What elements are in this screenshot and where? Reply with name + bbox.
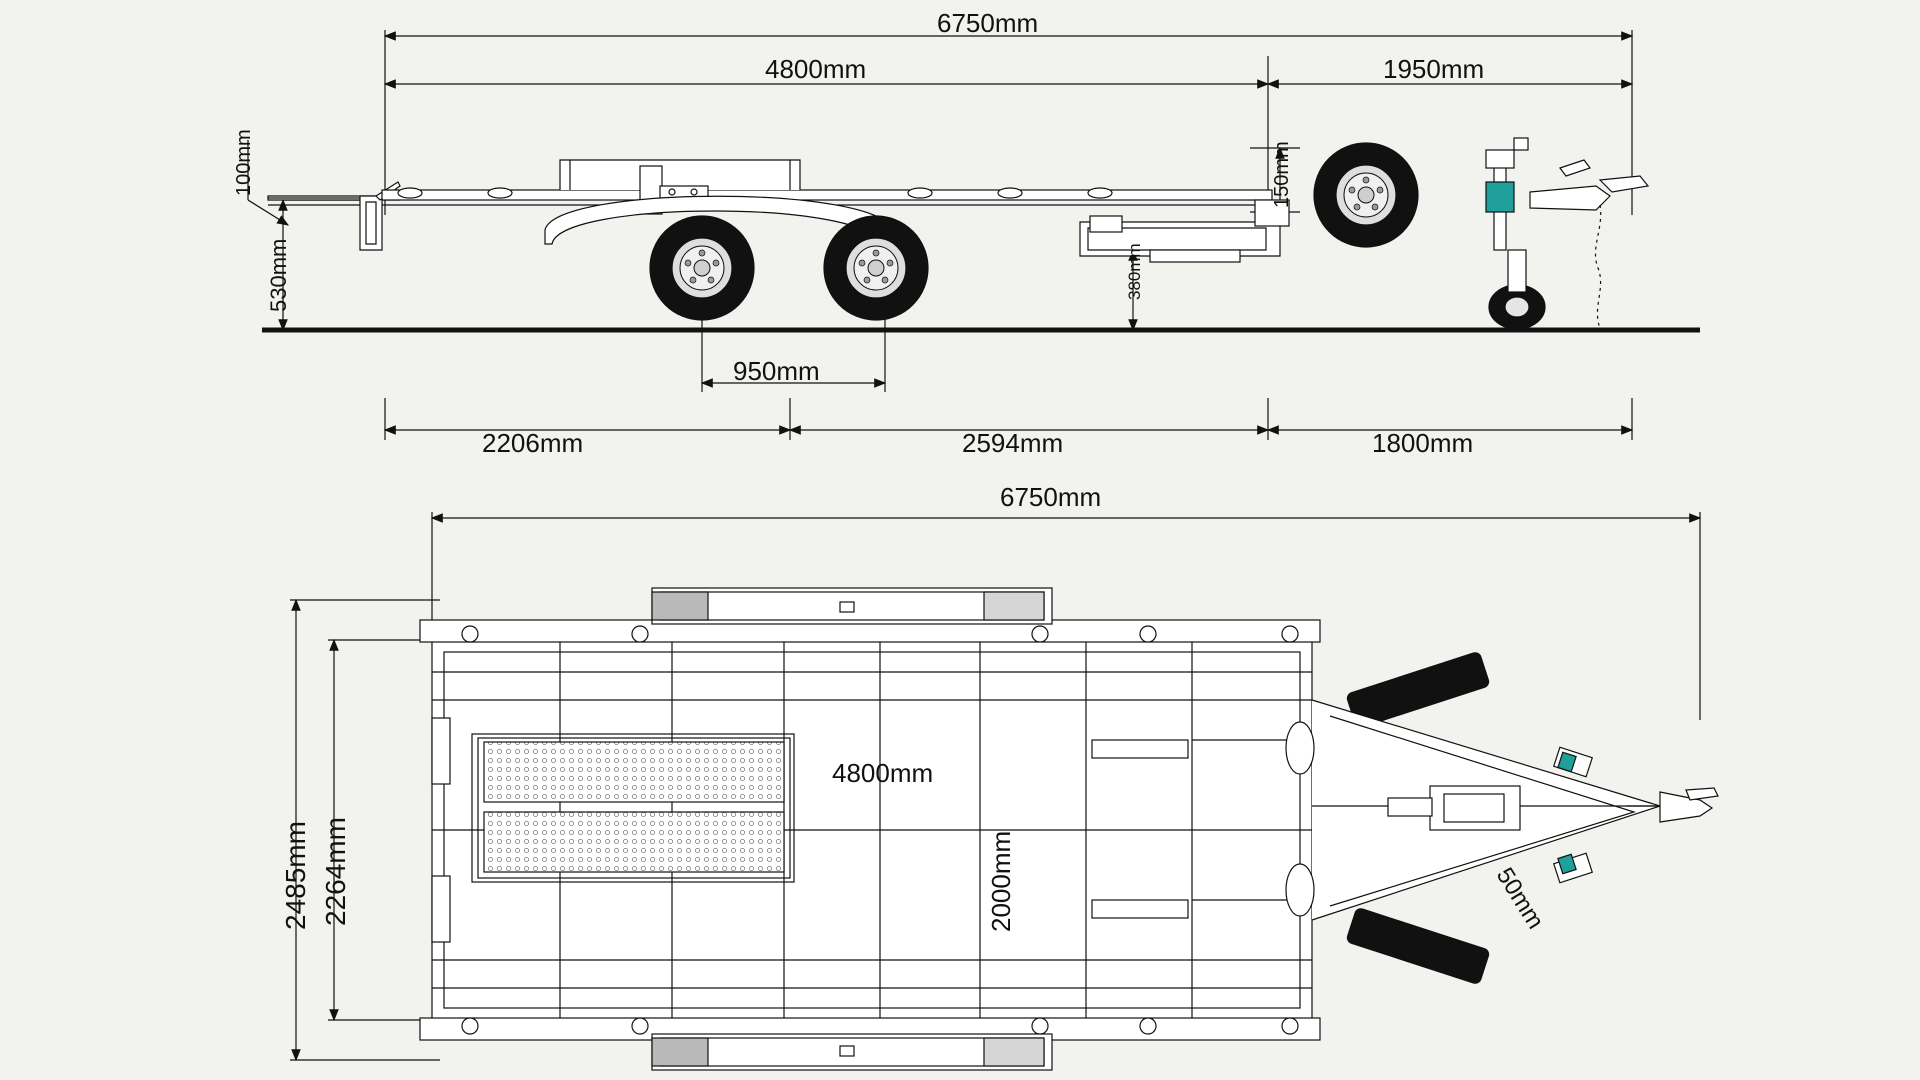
dim-deck-width: 2000mm [986, 830, 1016, 932]
dim-height-530: 530mm [266, 238, 291, 312]
dim-drawbar-offset: 50mm [1490, 862, 1550, 934]
dim-overall-length-side: 6750mm [937, 8, 1039, 38]
dim-front-section: 1800mm [1372, 428, 1474, 458]
dim-axle-to-front: 2594mm [962, 428, 1064, 458]
dim-deck-length-plan: 4800mm [832, 758, 934, 788]
dim-height-100: 100mm [233, 129, 255, 196]
dim-axle-spacing: 950mm [733, 356, 820, 386]
dim-drawbar-length: 1950mm [1383, 54, 1485, 84]
dim-overall-length-plan: 6750mm [1000, 482, 1102, 512]
dim-height-150: 150mm [1271, 141, 1293, 208]
dim-height-380: 380mm [1125, 243, 1144, 300]
dim-deck-length-side: 4800mm [765, 54, 867, 84]
dim-overall-width: 2485mm [280, 821, 311, 930]
dim-track-width: 2264mm [320, 817, 351, 926]
dim-rear-to-axle: 2206mm [482, 428, 584, 458]
